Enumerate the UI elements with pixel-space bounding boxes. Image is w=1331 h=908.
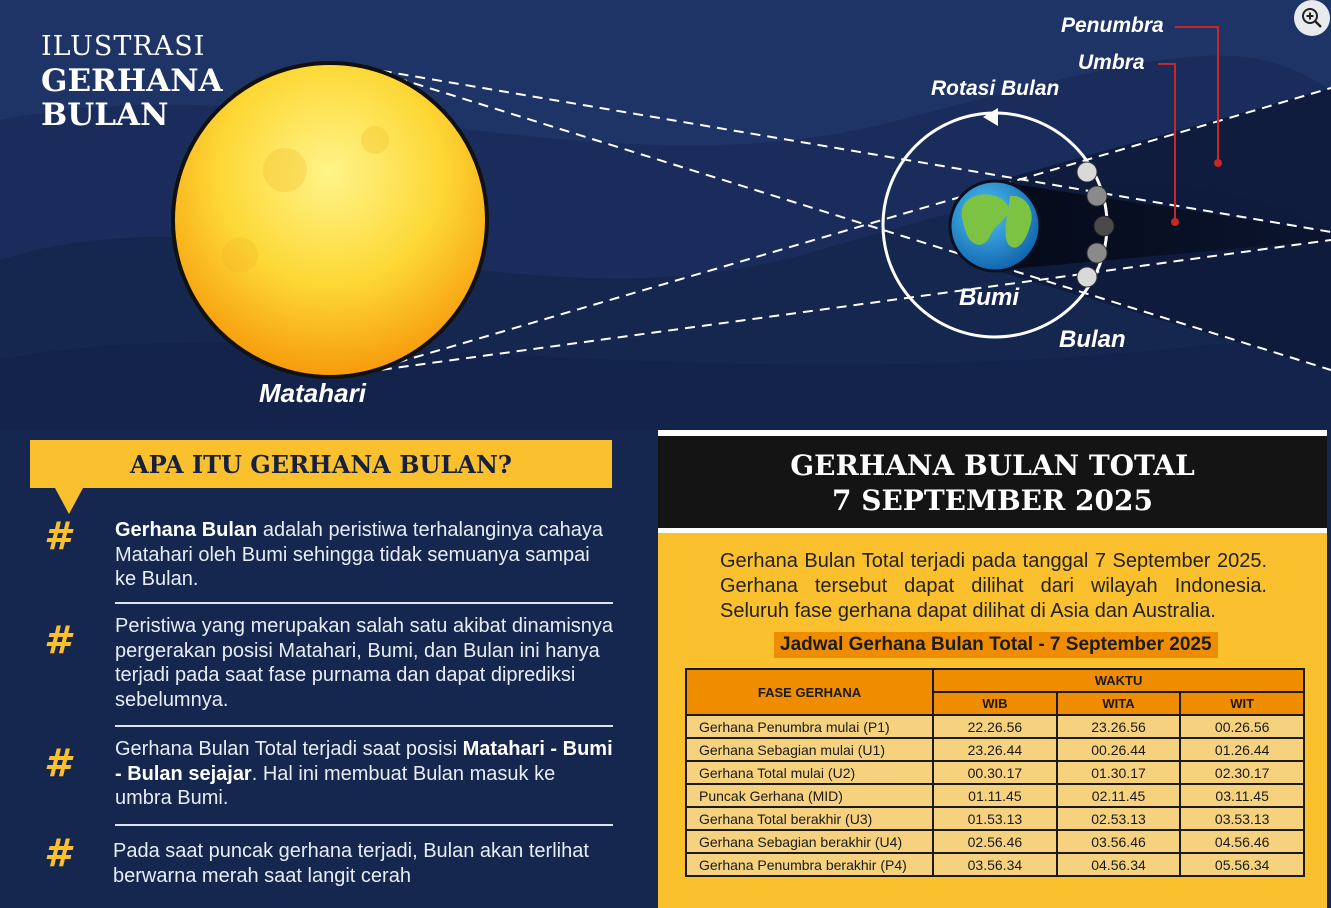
- faq-title-tail: [55, 488, 83, 514]
- phase-cell: Gerhana Sebagian berakhir (U4): [686, 830, 933, 853]
- time-cell: 04.56.34: [1057, 853, 1181, 876]
- time-cell: 02.30.17: [1180, 761, 1304, 784]
- time-cell: 01.30.17: [1057, 761, 1181, 784]
- sun-spot: [263, 148, 307, 192]
- time-cell: 01.53.13: [933, 807, 1057, 830]
- faq-title: APA ITU GERHANA BULAN?: [30, 440, 612, 488]
- table-row: [686, 830, 1304, 853]
- time-cell: 05.56.34: [1180, 853, 1304, 876]
- faq-item-text: adalah peristiwa terhalanginya cahaya Matahari oleh Bumi sehingga tidak semuanya sampai ke Bulan.: [115, 519, 604, 590]
- event-header: [658, 430, 1327, 528]
- time-header: WAKTU: [933, 669, 1304, 692]
- title-line-2: GERHANA: [41, 63, 223, 99]
- divider: [115, 824, 613, 826]
- phase-header: FASE GERHANA: [686, 669, 933, 715]
- table-row: [686, 761, 1304, 784]
- schedule-title: Jadwal Gerhana Bulan Total - 7 September 2025: [774, 632, 1218, 658]
- title-line-3: BULAN: [41, 97, 169, 133]
- time-cell: 03.53.13: [1180, 807, 1304, 830]
- phase-cell: Gerhana Penumbra berakhir (P4): [686, 853, 933, 876]
- time-cell: 00.26.44: [1057, 738, 1181, 761]
- penumbra-pointer-dot: [1214, 159, 1222, 167]
- phase-cell: Gerhana Total berakhir (U3): [686, 807, 933, 830]
- time-cell: 23.26.56: [1057, 715, 1181, 738]
- time-cell: 23.26.44: [933, 738, 1057, 761]
- table-row: [686, 807, 1304, 830]
- sun-spot: [222, 237, 258, 273]
- event-title-line-2: 7 SEPTEMBER 2025: [832, 484, 1153, 517]
- hash-icon: #: [44, 831, 71, 875]
- time-cell: 03.56.46: [1057, 830, 1181, 853]
- zone-header: WIB: [933, 692, 1057, 715]
- event-description: Gerhana Bulan Total terjadi pada tanggal 7 September 2025. Gerhana tersebut dapat dilihat dari wilayah Indonesia. Seluruh fase gerhana dapat dilihat di Asia dan Australia.: [720, 550, 1267, 622]
- event-separator: [658, 528, 1327, 533]
- phase-cell: Gerhana Sebagian mulai (U1): [686, 738, 933, 761]
- faq-item-text: Peristiwa yang merupakan salah satu akibat dinamisnya pergerakan posisi Matahari, Bumi, dan Bulan ini hanya terjadi pada saat fase purnama dan dapat diprediksi sebelumnya.: [115, 615, 614, 711]
- schedule-rows: [686, 715, 1304, 876]
- time-cell: 01.26.44: [1180, 738, 1304, 761]
- divider: [115, 725, 613, 727]
- time-cell: 02.53.13: [1057, 807, 1181, 830]
- time-cell: 01.11.45: [933, 784, 1057, 807]
- zone-header: WIT: [1180, 692, 1304, 715]
- infographic-title: [41, 30, 223, 132]
- table-row: [686, 715, 1304, 738]
- umbra-pointer-dot: [1171, 218, 1179, 226]
- faq-item-text: Gerhana Bulan Total terjadi saat posisi: [115, 738, 463, 760]
- schedule-table: [685, 668, 1305, 877]
- sun-label: Matahari: [259, 378, 366, 408]
- time-cell: 03.56.34: [933, 853, 1057, 876]
- time-cell: 02.11.45: [1057, 784, 1181, 807]
- time-cell: 02.56.46: [933, 830, 1057, 853]
- faq-item-text: Pada saat puncak gerhana terjadi, Bulan akan terlihat berwarna merah saat langit cerah: [113, 840, 589, 887]
- faq-item-bold: Gerhana Bulan: [115, 519, 258, 541]
- phase-cell: Gerhana Total mulai (U2): [686, 761, 933, 784]
- phase-cell: Puncak Gerhana (MID): [686, 784, 933, 807]
- time-cell: 04.56.46: [1180, 830, 1304, 853]
- faq-item-text: . Hal ini membuat Bulan masuk ke umbra Bumi.: [115, 762, 556, 809]
- hash-icon: #: [44, 618, 71, 662]
- time-cell: 03.11.45: [1180, 784, 1304, 807]
- hash-icon: #: [44, 741, 71, 785]
- table-row: [686, 853, 1304, 876]
- faq-item-bold: Matahari - Bumi - Bulan sejajar: [115, 738, 613, 785]
- sun-spot: [361, 126, 389, 154]
- time-cell: 00.30.17: [933, 761, 1057, 784]
- table-row: [686, 738, 1304, 761]
- divider: [115, 602, 613, 604]
- moon-rotation-label: Rotasi Bulan: [931, 77, 1060, 100]
- umbra-label: Umbra: [1078, 51, 1145, 74]
- time-cell: 00.26.56: [1180, 715, 1304, 738]
- event-title-line-1: GERHANA BULAN TOTAL: [790, 449, 1195, 482]
- earth-label: Bumi: [959, 284, 1019, 311]
- title-line-1: ILUSTRASI: [41, 31, 206, 62]
- moon-label: Bulan: [1059, 326, 1126, 353]
- table-row: [686, 784, 1304, 807]
- hash-icon: #: [44, 514, 71, 558]
- zone-header: WITA: [1057, 692, 1181, 715]
- penumbra-label: Penumbra: [1061, 14, 1164, 37]
- phase-cell: Gerhana Penumbra mulai (P1): [686, 715, 933, 738]
- zoom-in-icon: [1301, 7, 1323, 29]
- time-cell: 22.26.56: [933, 715, 1057, 738]
- zoom-in-button[interactable]: [1294, 0, 1330, 36]
